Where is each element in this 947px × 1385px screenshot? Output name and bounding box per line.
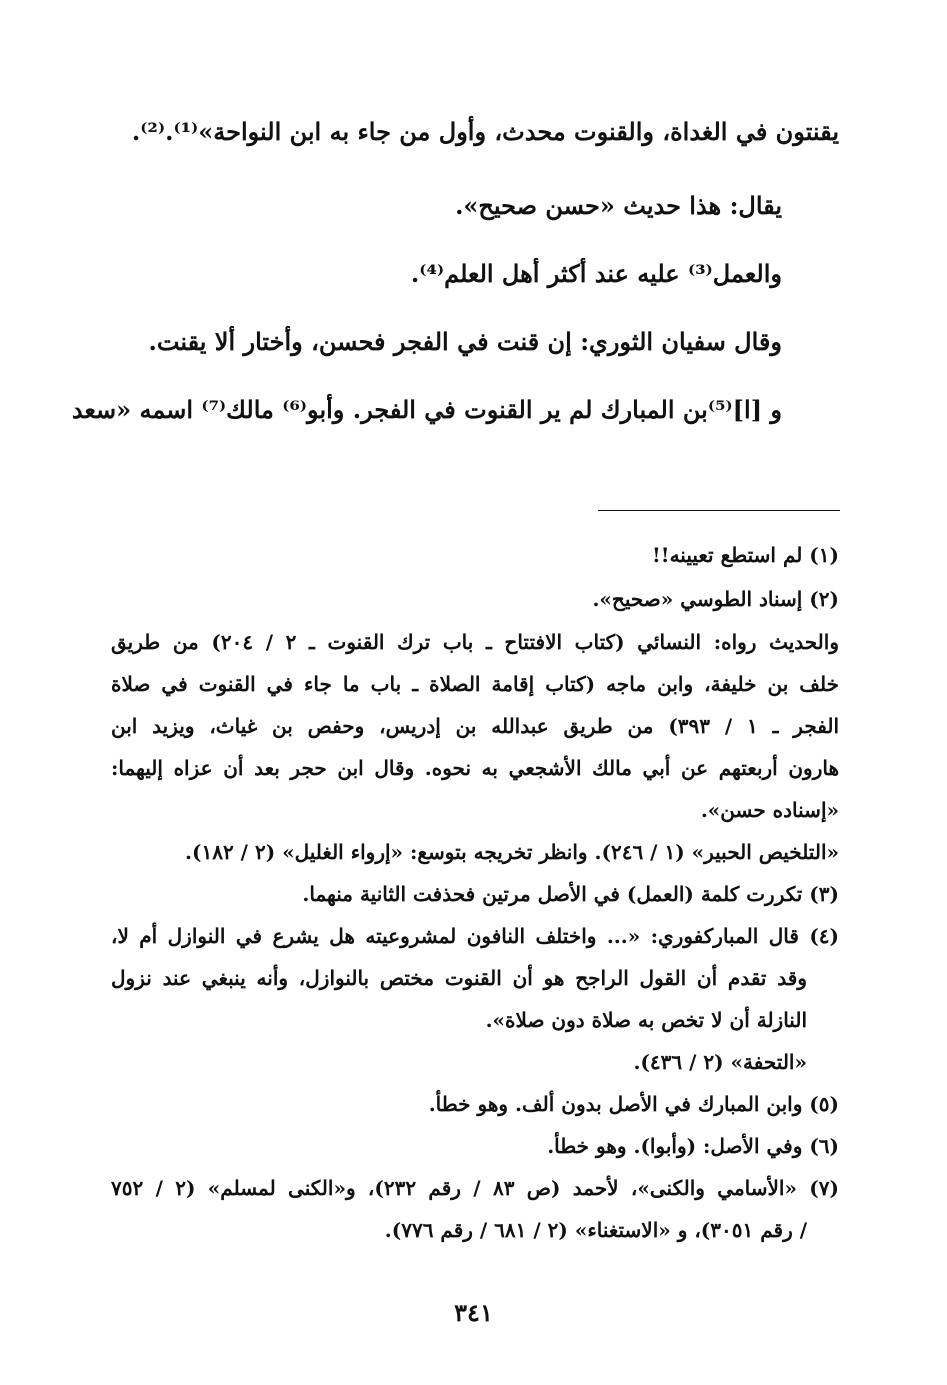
main-line-1: يقنتون في الغداة، والقنوت محدث، وأول من جاء به ابن النواحة»⁽¹⁾.⁽²⁾. <box>131 117 839 146</box>
footnote-6: (٦) وفي الأصل: (وأبوا). وهو خطأ. <box>547 1134 839 1158</box>
footnote-5: (٥) وابن المبارك في الأصل بدون ألف. وهو خطأ. <box>428 1092 839 1116</box>
main-line-2: يقال: هذا حديث «حسن صحيح». <box>455 191 782 220</box>
footnote-separator <box>598 510 840 511</box>
footnote-2-line-2: خلف بن خليفة، وابن ماجه (كتاب إقامة الصلاة ـ باب ما جاء في القنوت في صلاة <box>111 672 839 696</box>
footnote-4: (٤) قال المباركفوري: «... واختلف النافون لمشروعيته هل يشرع في النوازل أم لا، <box>111 924 839 948</box>
footnote-1: (١) لم استطع تعيينه!! <box>652 543 839 567</box>
footnote-2: (٢) إسناد الطوسي «صحيح». <box>592 587 839 611</box>
main-line-3: والعمل⁽³⁾ عليه عند أكثر أهل العلم⁽⁴⁾. <box>410 259 782 288</box>
footnote-2-line-1: والحديث رواه: النسائي (كتاب الافتتاح ـ باب ترك القنوت ـ ٢ / ٢٠٤) من طريق <box>111 630 839 654</box>
footnote-7: (٧) «الأسامي والكنى»، لأحمد (ص ٨٣ / رقم ٢٣٢)، و«الكنى لمسلم» (٢ / ٧٥٢ <box>111 1176 839 1200</box>
footnote-7-line-2: / رقم ٣٠٥١)، و «الاستغناء» (٢ / ٦٨١ / رقم ٧٧٦). <box>384 1218 807 1242</box>
main-line-4: وقال سفيان الثوري: إن قنت في الفجر فحسن، وأختار ألا يقنت. <box>148 327 782 356</box>
footnote-4-line-2: وقد تقدم أن القول الراجح هو أن القنوت مختص بالنوازل، وأنه ينبغي عند نزول <box>111 966 807 990</box>
footnote-2-line-5: «إسناده حسن». <box>700 798 839 822</box>
footnote-3: (٣) تكررت كلمة (العمل) في الأصل مرتين فحذفت الثانية منهما. <box>302 882 839 906</box>
page-number: ٣٤١ <box>454 1298 493 1327</box>
footnote-2-line-3: الفجر ـ ١ / ٣٩٣) من طريق عبدالله بن إدريس، وحفص بن غياث، ويزيد ابن <box>111 714 840 738</box>
footnote-2-line-4: هارون أربعتهم عن أبي مالك الأشجعي به نحوه. وقال ابن حجر بعد أن عزاه إليهما: <box>111 756 839 780</box>
footnote-4-line-3: النازلة أن لا تخص به صلاة دون صلاة». <box>485 1008 807 1032</box>
footnote-4-line-4: «التحفة» (٢ / ٤٣٦). <box>633 1050 807 1074</box>
main-line-5: و [ا]⁽⁵⁾بن المبارك لم ير القنوت في الفجر. وأبو⁽⁶⁾ مالك⁽⁷⁾ اسمه «سعد <box>71 395 782 424</box>
footnote-2-line-6: «التلخيص الحبير» (١ / ٢٤٦). وانظر تخريجه بتوسع: «إرواء الغليل» (٢ / ١٨٢). <box>185 840 839 864</box>
